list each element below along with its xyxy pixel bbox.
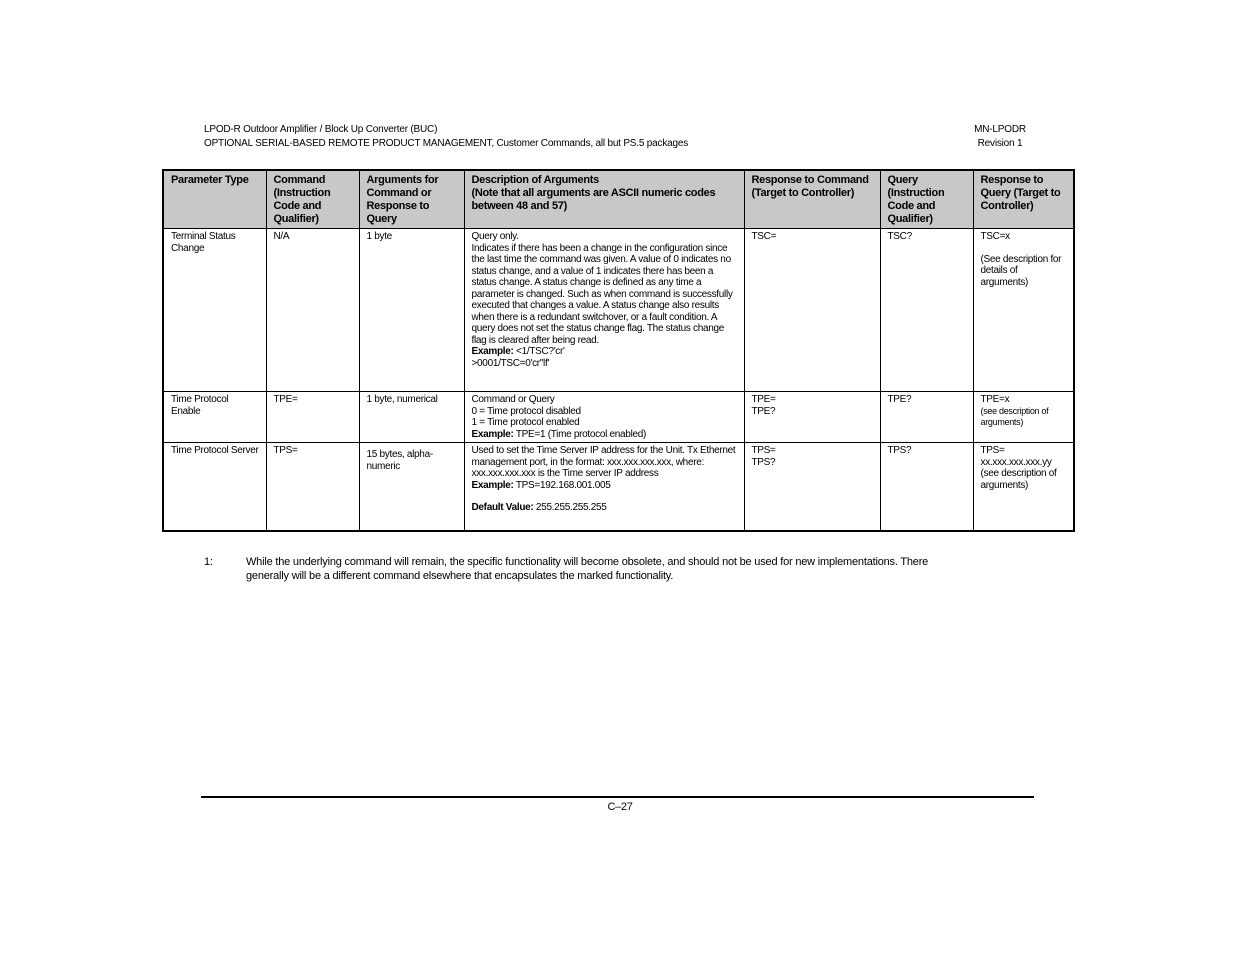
- cell-param: Time Protocol Enable: [163, 392, 266, 443]
- desc-line: Indicates if there has been a change in the configuration since the last time the command was given. A value of 0 indicates no status change, and a value of 1 indicates there has been a status change. A status change is defined as any time a parameter is changed. Such as when command is successfully executed that changes a value. A status change also results when there is a redundant switchover, or a fault condition. A query does not set the status change flag. The status change flag is cleared after being read.: [471, 242, 733, 346]
- cell-arguments: [359, 443, 464, 531]
- cell-query-response: [973, 392, 1074, 443]
- header-description-title: Description of Arguments: [471, 174, 599, 186]
- desc-line: 1 = Time protocol enabled: [471, 417, 580, 428]
- header-arguments: Arguments for Command or Response to Query: [359, 170, 464, 229]
- cell-param: Terminal Status Change: [163, 229, 266, 392]
- example-label: Example:: [471, 479, 514, 491]
- response-value: TPS?: [751, 456, 776, 468]
- document-id: MN-LPODR: [974, 124, 1026, 135]
- footer-rule: [201, 796, 1034, 798]
- header-description: [464, 170, 744, 229]
- desc-example: [472, 429, 738, 441]
- table-header-row: [163, 170, 1074, 229]
- response-value: TPE=: [751, 394, 776, 405]
- document-header: [204, 123, 688, 151]
- desc-line: Query only.: [471, 231, 519, 242]
- header-title: LPOD-R Outdoor Amplifier / Block Up Converter (BUC): [204, 124, 438, 135]
- table-row: [163, 443, 1074, 531]
- desc-line: 0 = Time protocol disabled: [471, 405, 581, 417]
- cell-command: TPS=: [266, 443, 359, 531]
- desc-example: [472, 480, 738, 492]
- table-row: [163, 392, 1074, 443]
- example-label: Example:: [471, 428, 514, 440]
- query-response-note: (See description for details of arguments): [980, 253, 1062, 288]
- cell-command: N/A: [266, 229, 359, 392]
- header-section: OPTIONAL SERIAL-BASED REMOTE PRODUCT MANAGEMENT, Customer Commands, all but PS.5 packages: [204, 138, 689, 149]
- desc-line: Used to set the Time Server IP address for the Unit. Tx Ethernet management port, in the format: xxx.xxx.xxx.xxx, where:: [471, 445, 736, 468]
- cell-param: Time Protocol Server: [163, 443, 266, 531]
- command-table: [162, 169, 1075, 532]
- cell-query: TSC?: [880, 229, 973, 392]
- footnote-text: While the underlying command will remain, the specific functionality will become obsolete, and should not be used for new implementations. There generally will be a different command elsewhere that encapsulates the marked functionality.: [246, 556, 929, 582]
- header-query-response: Response to Query (Target to Controller): [973, 170, 1074, 229]
- query-response-note: (see description of arguments): [980, 468, 1057, 491]
- cell-arguments: 1 byte, numerical: [359, 392, 464, 443]
- revision: Revision 1: [977, 138, 1023, 149]
- page-number: C–27: [607, 801, 633, 813]
- cell-query-response: [973, 443, 1074, 531]
- default-label: Default Value:: [471, 502, 534, 513]
- cell-description: [464, 392, 744, 443]
- query-response-value: TPS=: [980, 445, 1005, 456]
- response-value: TPS=: [751, 445, 776, 456]
- footnote-number: 1:: [204, 556, 213, 568]
- document-id-block: [940, 123, 1060, 151]
- table-row: [163, 229, 1074, 392]
- header-description-note: (Note that all arguments are ASCII numeric codes between 48 and 57): [471, 187, 716, 212]
- header-command: Command (Instruction Code and Qualifier): [266, 170, 359, 229]
- header-response: Response to Command (Target to Controller): [744, 170, 880, 229]
- desc-default: [472, 502, 738, 514]
- query-response-value: TSC=x: [980, 231, 1010, 242]
- cell-command: TPE=: [266, 392, 359, 443]
- default-value: 255.255.255.255: [533, 502, 607, 513]
- arguments-value: 15 bytes, alpha-numeric: [366, 449, 433, 472]
- query-response-value: TPE=x: [980, 394, 1010, 405]
- cell-query-response: [973, 229, 1074, 392]
- cell-query: TPS?: [880, 443, 973, 531]
- desc-example: [472, 346, 738, 358]
- example-value: >0001/TSC=0'cr''lf': [471, 357, 550, 369]
- cell-response: [744, 392, 880, 443]
- query-response-note: (see description of arguments): [980, 405, 1049, 427]
- example-label: Example:: [471, 346, 514, 357]
- example-value: TPE=1 (Time protocol enabled): [513, 428, 647, 440]
- cell-arguments: 1 byte: [359, 229, 464, 392]
- cell-description: [464, 229, 744, 392]
- query-response-format: xx.xxx.xxx.xxx.yy: [980, 456, 1052, 468]
- desc-line: xxx.xxx.xxx.xxx is the Time server IP address: [471, 468, 659, 479]
- desc-line: Command or Query: [471, 394, 555, 405]
- header-query: Query (Instruction Code and Qualifier): [880, 170, 973, 229]
- cell-response: [744, 443, 880, 531]
- header-parameter-type: Parameter Type: [163, 170, 266, 229]
- cell-query: TPE?: [880, 392, 973, 443]
- example-value: TPS=192.168.001.005: [513, 479, 611, 491]
- example-value: <1/TSC?'cr': [513, 346, 565, 357]
- cell-description: [464, 443, 744, 531]
- cell-response: TSC=: [744, 229, 880, 392]
- response-value: TPE?: [751, 405, 776, 417]
